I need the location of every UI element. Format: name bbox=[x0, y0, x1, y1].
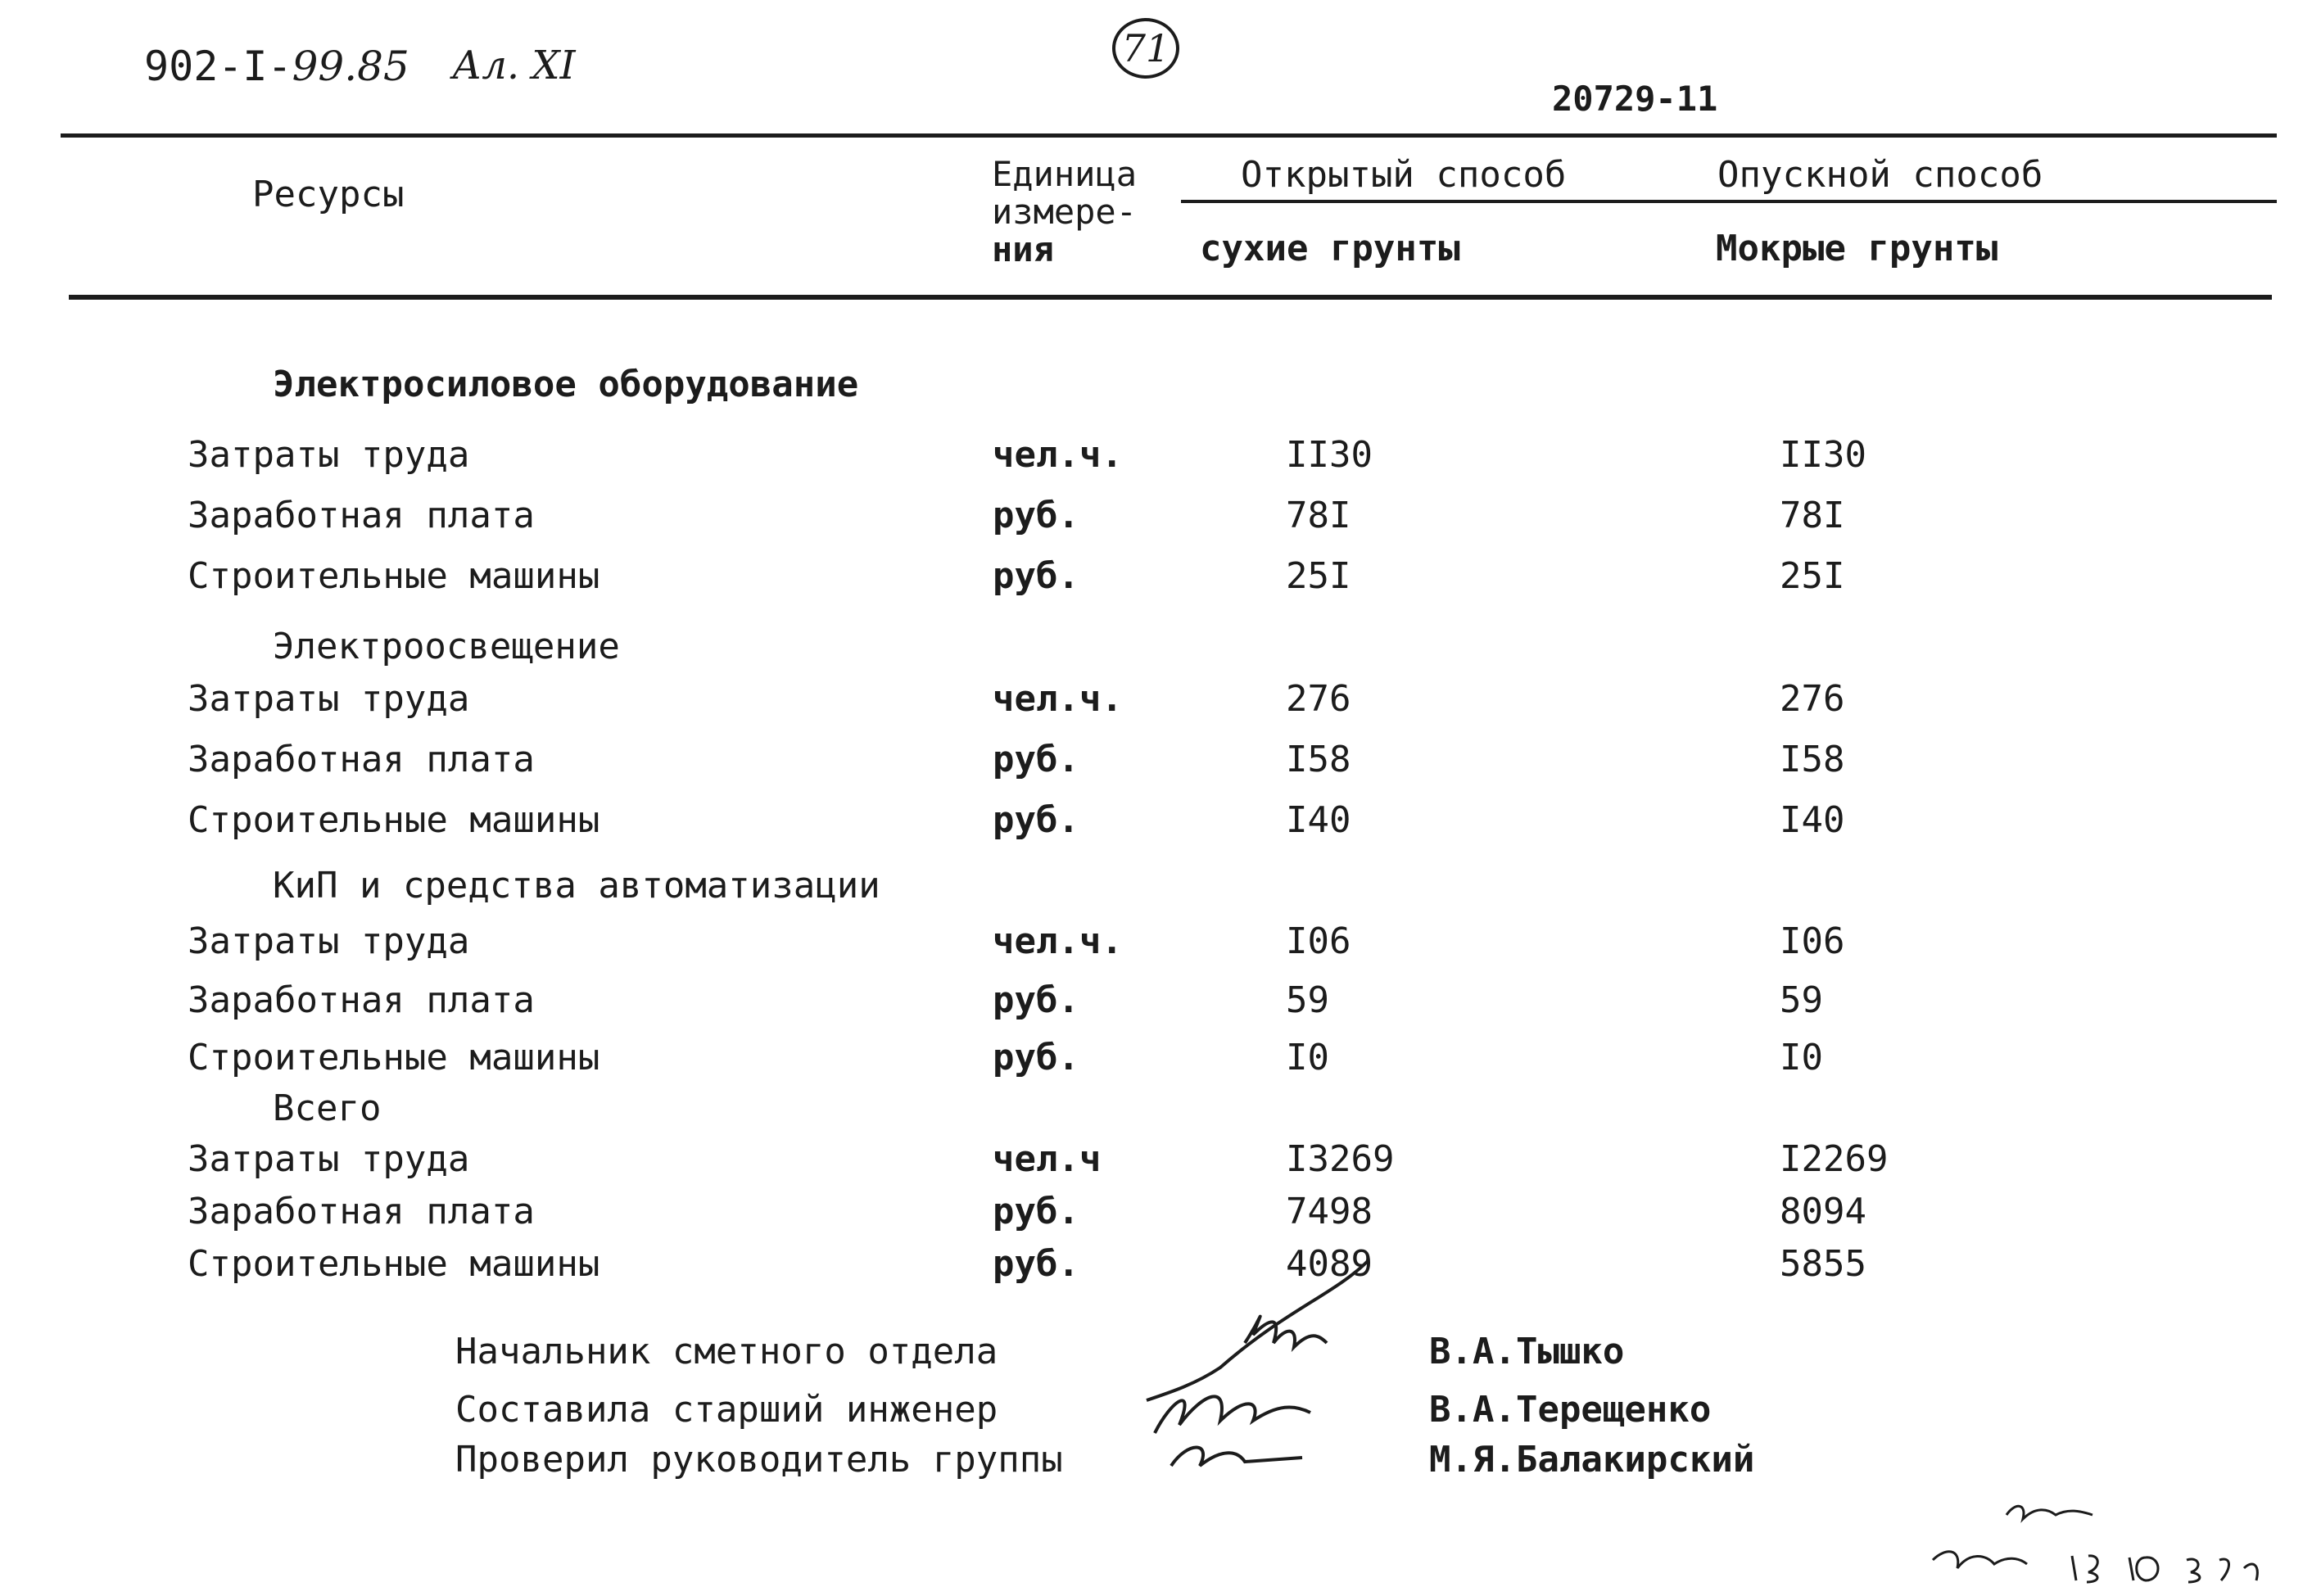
handwritten-signatures bbox=[1122, 1245, 1400, 1490]
page-number: 71 bbox=[1121, 26, 1170, 70]
signature-name: В.А.Терещенко bbox=[1429, 1389, 1712, 1431]
corner-handwritten-note bbox=[1916, 1490, 2277, 1589]
row-value-caisson: 8094 bbox=[1780, 1191, 1866, 1232]
row-value-open: I0 bbox=[1286, 1037, 1329, 1078]
row-value-open: 4089 bbox=[1286, 1243, 1373, 1285]
row-unit: руб. bbox=[993, 1191, 1079, 1232]
row-value-caisson: 59 bbox=[1780, 979, 1823, 1021]
table-row bbox=[0, 1191, 2321, 1240]
table-row bbox=[0, 434, 2321, 483]
header-unit-line1: Единица bbox=[992, 154, 1138, 194]
row-label: Заработная плата bbox=[188, 495, 535, 536]
row-value-caisson: 5855 bbox=[1780, 1243, 1866, 1285]
row-value-open: 7498 bbox=[1286, 1191, 1373, 1232]
row-value-caisson: 78I bbox=[1780, 495, 1845, 536]
row-value-caisson: 276 bbox=[1780, 678, 1845, 720]
row-unit: руб. bbox=[993, 739, 1079, 780]
header-split-rule bbox=[1181, 200, 2277, 203]
row-unit: руб. bbox=[993, 799, 1079, 841]
row-label: Заработная плата bbox=[188, 979, 535, 1021]
page-number-circle bbox=[1112, 18, 1179, 79]
row-value-open: II30 bbox=[1286, 434, 1373, 476]
row-value-caisson: 25I bbox=[1780, 555, 1845, 597]
doc-code-typed: 902-I- bbox=[144, 43, 292, 90]
row-label: Затраты труда bbox=[188, 920, 470, 962]
row-label: Затраты труда bbox=[188, 678, 470, 720]
inventory-number: 20729-11 bbox=[1552, 79, 1718, 119]
row-label: Строительные машины bbox=[188, 1243, 600, 1285]
doc-code bbox=[144, 43, 409, 90]
header-col2-bottom: Мокрые грунты bbox=[1716, 228, 1998, 269]
section-title: Электроосвещение bbox=[273, 626, 620, 667]
row-label: Заработная плата bbox=[188, 739, 535, 780]
signature-role: Начальник сметного отдела bbox=[455, 1331, 998, 1372]
row-value-open: 78I bbox=[1286, 495, 1351, 536]
header-unit-line3: ния bbox=[992, 229, 1054, 269]
section-title: Всего bbox=[273, 1087, 382, 1129]
table-row bbox=[0, 979, 2321, 1029]
table-row bbox=[0, 920, 2321, 970]
row-unit: руб. bbox=[993, 1243, 1079, 1285]
row-value-open: I40 bbox=[1286, 799, 1351, 841]
signature-role: Составила старший инженер bbox=[455, 1389, 998, 1431]
signature-name: М.Я.Балакирский bbox=[1429, 1439, 1755, 1481]
table-row bbox=[0, 1037, 2321, 1086]
table-row bbox=[0, 1138, 2321, 1187]
row-value-open: 59 bbox=[1286, 979, 1329, 1021]
row-unit: чел.ч. bbox=[993, 678, 1123, 720]
section-title: КиП и средства автоматизации bbox=[273, 865, 880, 907]
table-row bbox=[0, 799, 2321, 848]
row-unit: руб. bbox=[993, 979, 1079, 1021]
row-label: Строительные машины bbox=[188, 555, 600, 597]
header-col1-top: Открытый способ bbox=[1241, 154, 1567, 196]
row-unit: чел.ч bbox=[993, 1138, 1102, 1180]
row-label: Строительные машины bbox=[188, 799, 600, 841]
row-value-open: I58 bbox=[1286, 739, 1351, 780]
header-resources: Ресурсы bbox=[252, 174, 405, 215]
row-value-caisson: I40 bbox=[1780, 799, 1845, 841]
table-row bbox=[0, 495, 2321, 544]
header-col1-bottom: сухие грунты bbox=[1200, 228, 1460, 269]
header-bottom-rule bbox=[69, 295, 2272, 300]
header-unit-line2: измере- bbox=[992, 192, 1138, 232]
row-unit: руб. bbox=[993, 555, 1079, 597]
top-rule bbox=[61, 133, 2277, 138]
row-value-caisson: I0 bbox=[1780, 1037, 1823, 1078]
row-value-open: I06 bbox=[1286, 920, 1351, 962]
row-unit: чел.ч. bbox=[993, 434, 1123, 476]
table-row bbox=[0, 678, 2321, 727]
row-value-caisson: I58 bbox=[1780, 739, 1845, 780]
signature-role: Проверил руководитель группы bbox=[455, 1439, 1063, 1481]
table-row bbox=[0, 555, 2321, 604]
row-value-open: 25I bbox=[1286, 555, 1351, 597]
row-value-caisson: I06 bbox=[1780, 920, 1845, 962]
section-title: Электросиловое оборудование bbox=[273, 364, 859, 405]
row-unit: руб. bbox=[993, 1037, 1079, 1078]
table-row bbox=[0, 739, 2321, 788]
row-value-open: 276 bbox=[1286, 678, 1351, 720]
row-value-caisson: II30 bbox=[1780, 434, 1866, 476]
header-col2-top: Опускной способ bbox=[1717, 154, 2043, 196]
row-unit: чел.ч. bbox=[993, 920, 1123, 962]
sheet-label: Ал. XI bbox=[452, 43, 576, 88]
doc-code-handwritten: 99.85 bbox=[292, 43, 409, 90]
row-label: Затраты труда bbox=[188, 434, 470, 476]
signature-name: В.А.Тышко bbox=[1429, 1331, 1625, 1372]
row-value-caisson: I2269 bbox=[1780, 1138, 1889, 1180]
row-unit: руб. bbox=[993, 495, 1079, 536]
row-label: Строительные машины bbox=[188, 1037, 600, 1078]
row-value-open: I3269 bbox=[1286, 1138, 1395, 1180]
row-label: Заработная плата bbox=[188, 1191, 535, 1232]
row-label: Затраты труда bbox=[188, 1138, 470, 1180]
